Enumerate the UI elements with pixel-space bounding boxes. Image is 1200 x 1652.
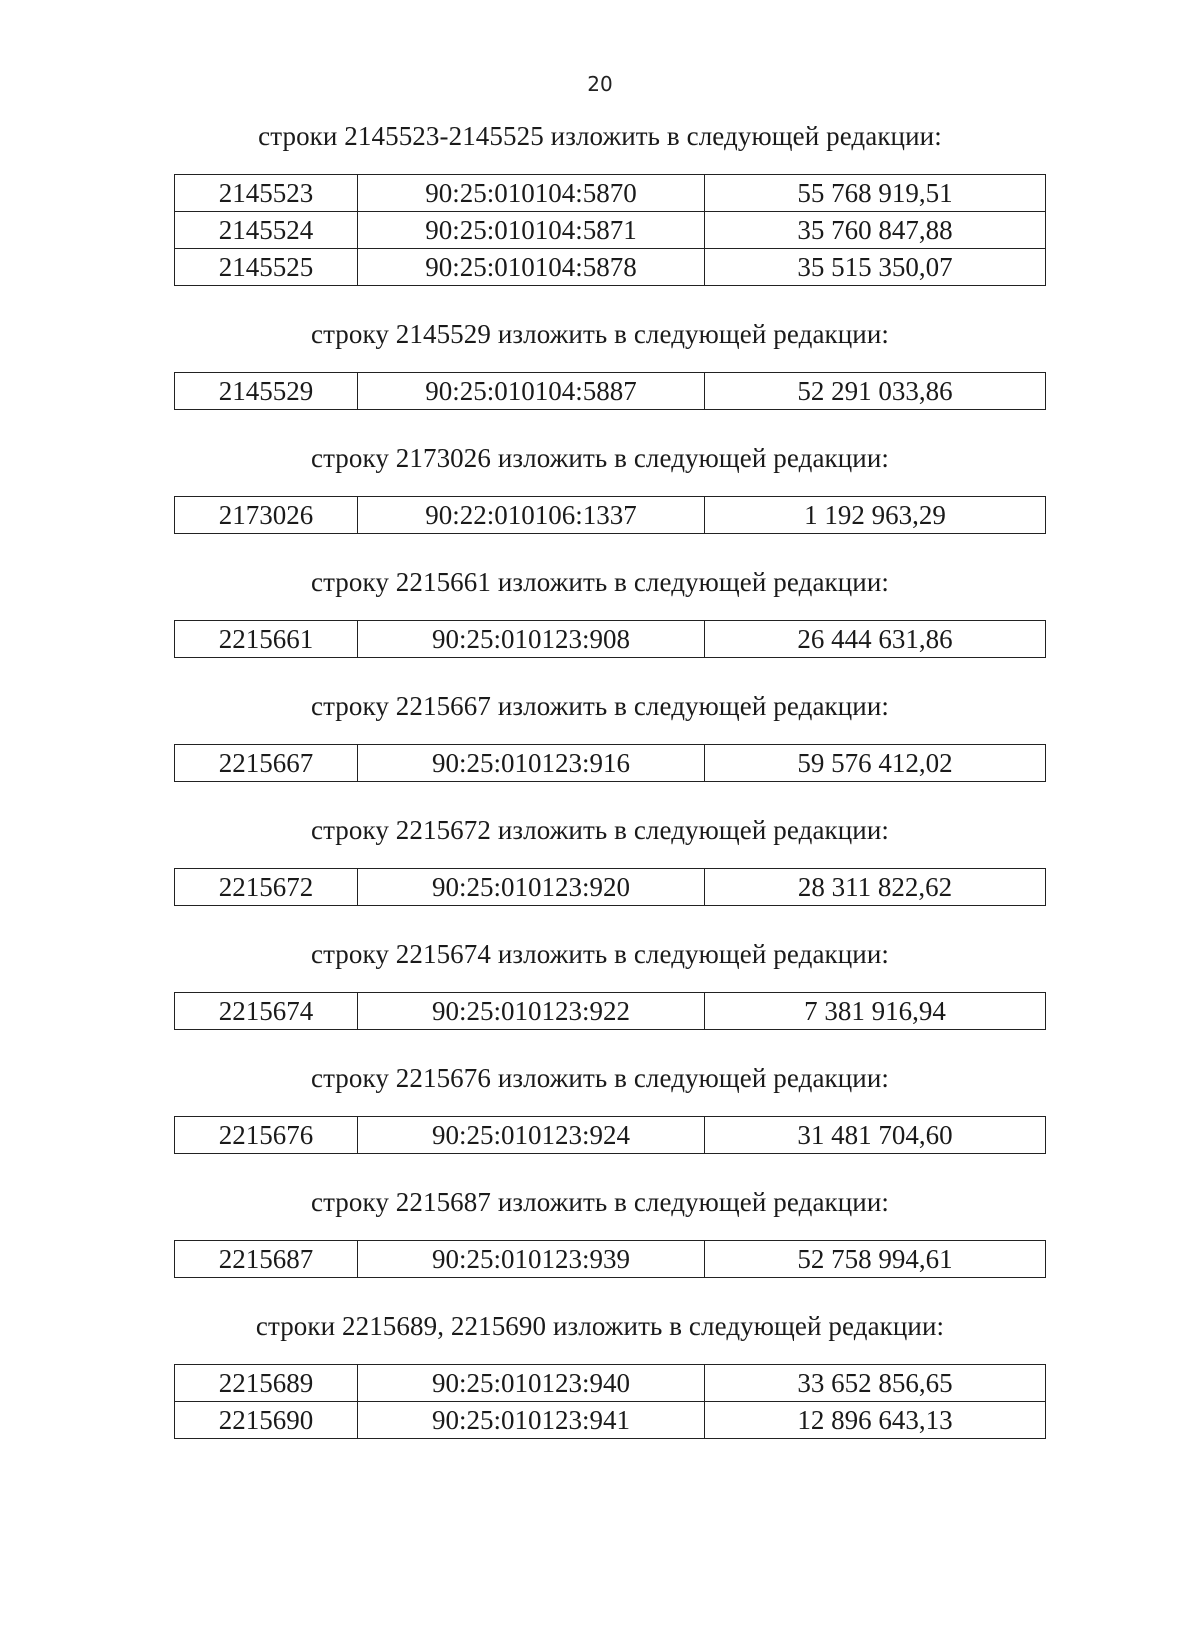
value-cell: 26 444 631,86 — [705, 621, 1046, 658]
amendment-instruction: строку 2215661 изложить в следующей редакции: — [310, 567, 889, 597]
amendment-instruction: строку 2173026 изложить в следующей редакции: — [310, 443, 889, 473]
amendment-instruction: строку 2215667 изложить в следующей редакции: — [310, 691, 889, 721]
row-number-cell: 2215674 — [175, 993, 358, 1030]
row-number-cell: 2215676 — [175, 1117, 358, 1154]
amendment-table — [174, 1116, 1046, 1154]
cadastral-number-cell: 90:25:010104:5878 — [358, 249, 705, 286]
cadastral-number-cell: 90:25:010123:916 — [358, 745, 705, 782]
value-cell: 59 576 412,02 — [705, 745, 1046, 782]
amendment-instruction: строку 2215674 изложить в следующей редакции: — [310, 939, 889, 969]
amendment-table — [174, 620, 1046, 658]
cadastral-number-cell: 90:25:010123:941 — [358, 1402, 705, 1439]
table-row — [175, 175, 1046, 212]
table-row — [175, 1365, 1046, 1402]
value-cell: 52 291 033,86 — [705, 373, 1046, 410]
amendment-table — [174, 992, 1046, 1030]
value-cell: 35 515 350,07 — [705, 249, 1046, 286]
cadastral-number-cell: 90:25:010123:908 — [358, 621, 705, 658]
cadastral-number-cell: 90:22:010106:1337 — [358, 497, 705, 534]
page-number: 20 — [587, 72, 613, 96]
amendment-section — [0, 1184, 1200, 1278]
amendment-table — [174, 174, 1046, 286]
table-row — [175, 212, 1046, 249]
cadastral-number-cell: 90:25:010104:5870 — [358, 175, 705, 212]
row-number-cell: 2145525 — [175, 249, 358, 286]
amendment-instruction: строки 2145523-2145525 изложить в следующей редакции: — [258, 121, 942, 151]
amendment-instruction: строку 2145529 изложить в следующей редакции: — [310, 319, 889, 349]
value-cell: 1 192 963,29 — [705, 497, 1046, 534]
cadastral-number-cell: 90:25:010104:5887 — [358, 373, 705, 410]
cadastral-number-cell: 90:25:010123:940 — [358, 1365, 705, 1402]
amendment-table — [174, 868, 1046, 906]
cadastral-number-cell: 90:25:010123:924 — [358, 1117, 705, 1154]
amendment-table — [174, 496, 1046, 534]
row-number-cell: 2145529 — [175, 373, 358, 410]
table-row — [175, 745, 1046, 782]
row-number-cell: 2215672 — [175, 869, 358, 906]
amendment-table — [174, 1240, 1046, 1278]
table-row — [175, 621, 1046, 658]
amendment-section — [0, 564, 1200, 658]
table-row — [175, 993, 1046, 1030]
amendment-table — [174, 744, 1046, 782]
table-row — [175, 497, 1046, 534]
row-number-cell: 2215690 — [175, 1402, 358, 1439]
amendment-table — [174, 372, 1046, 410]
row-number-cell: 2145523 — [175, 175, 358, 212]
amendment-table — [174, 1364, 1046, 1439]
amendment-instruction: строку 2215676 изложить в следующей редакции: — [310, 1063, 889, 1093]
table-row — [175, 373, 1046, 410]
value-cell: 7 381 916,94 — [705, 993, 1046, 1030]
value-cell: 33 652 856,65 — [705, 1365, 1046, 1402]
cadastral-number-cell: 90:25:010123:939 — [358, 1241, 705, 1278]
value-cell: 52 758 994,61 — [705, 1241, 1046, 1278]
amendment-instruction: строку 2215687 изложить в следующей редакции: — [310, 1187, 889, 1217]
cadastral-number-cell: 90:25:010104:5871 — [358, 212, 705, 249]
table-row — [175, 1117, 1046, 1154]
row-number-cell: 2145524 — [175, 212, 358, 249]
value-cell: 28 311 822,62 — [705, 869, 1046, 906]
value-cell: 12 896 643,13 — [705, 1402, 1046, 1439]
row-number-cell: 2215661 — [175, 621, 358, 658]
row-number-cell: 2215687 — [175, 1241, 358, 1278]
table-row — [175, 1241, 1046, 1278]
value-cell: 35 760 847,88 — [705, 212, 1046, 249]
amendment-section — [0, 118, 1200, 286]
cadastral-number-cell: 90:25:010123:920 — [358, 869, 705, 906]
amendment-section — [0, 440, 1200, 534]
amendment-section — [0, 1060, 1200, 1154]
amendment-section — [0, 688, 1200, 782]
value-cell: 55 768 919,51 — [705, 175, 1046, 212]
table-row — [175, 869, 1046, 906]
amendment-section — [0, 936, 1200, 1030]
row-number-cell: 2215667 — [175, 745, 358, 782]
amendment-instruction: строки 2215689, 2215690 изложить в следующей редакции: — [255, 1311, 945, 1341]
amendment-section — [0, 812, 1200, 906]
amendment-instruction: строку 2215672 изложить в следующей редакции: — [310, 815, 889, 845]
document-body — [0, 118, 1200, 1469]
amendment-section — [0, 316, 1200, 410]
cadastral-number-cell: 90:25:010123:922 — [358, 993, 705, 1030]
value-cell: 31 481 704,60 — [705, 1117, 1046, 1154]
table-row — [175, 1402, 1046, 1439]
amendment-section — [0, 1308, 1200, 1439]
row-number-cell: 2215689 — [175, 1365, 358, 1402]
table-row — [175, 249, 1046, 286]
row-number-cell: 2173026 — [175, 497, 358, 534]
